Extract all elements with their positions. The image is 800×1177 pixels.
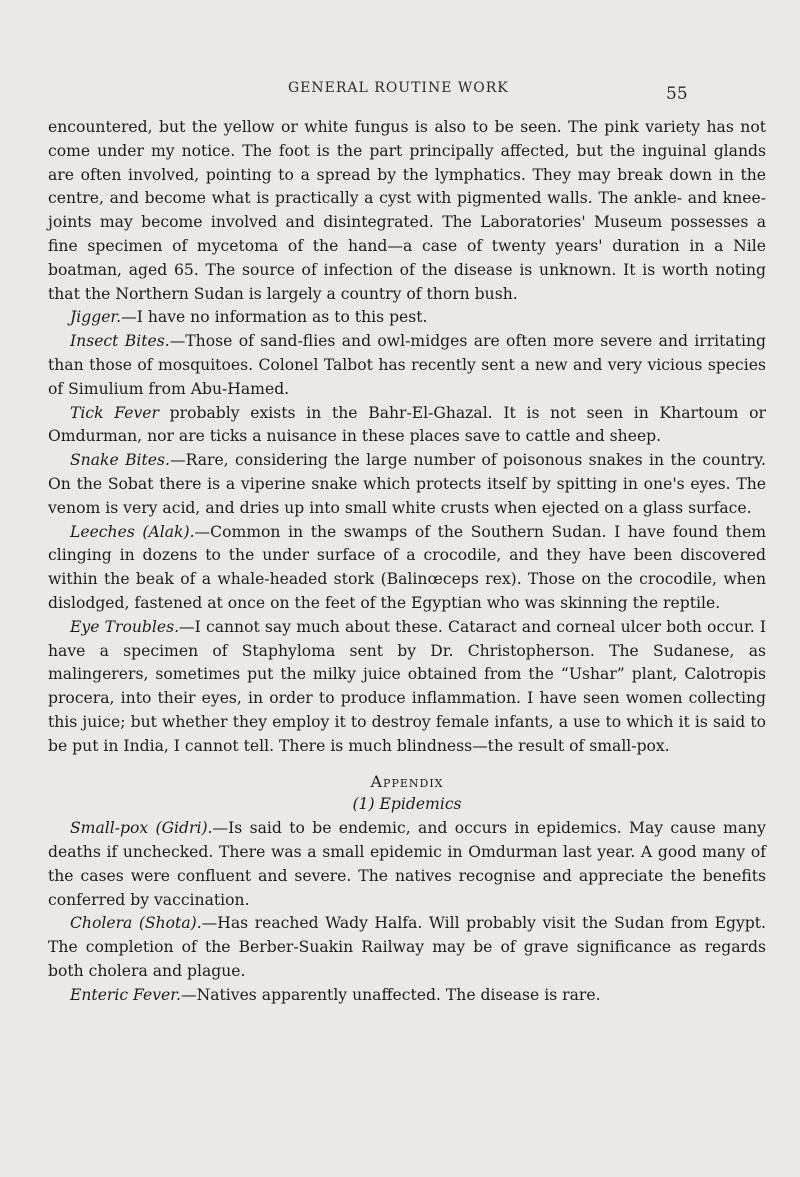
paragraph-topic: Snake Bites. <box>70 451 170 470</box>
running-head: GENERAL ROUTINE WORK <box>288 80 509 96</box>
paragraph-text: probably exists in the Bahr-El-Ghazal. It is not seen in Khartoum or Omdurman, nor are ticks a nuisance in these places save to cattle and sheep. <box>48 403 766 446</box>
paragraph-text: —I have no information as to this pest. <box>121 308 428 327</box>
paragraph-topic: Enteric Fever. <box>70 985 181 1004</box>
paragraph-text: —Is said to be endemic, and occurs in epidemics. May cause many deaths if unchecked. There was a small epidemic in Omdurman last year. A good many of the cases were confluent and severe. The natives recognise and appreciate the benefits conferred by vaccination. <box>48 819 766 909</box>
appendix-title: Appendix <box>370 771 444 791</box>
paragraph-tick-fever <box>48 402 766 450</box>
paragraph-small-pox <box>48 817 766 912</box>
page-body <box>48 116 766 1007</box>
paragraph-topic: Cholera (Shota). <box>70 914 202 933</box>
paragraph-topic: Leeches (Alak). <box>70 522 195 541</box>
paragraph-eye-troubles <box>48 616 766 759</box>
paragraph-topic: Tick Fever <box>70 403 159 422</box>
paragraph-text: —Rare, considering the large number of poisonous snakes in the country. On the Sobat there is a viperine snake which protects itself by spitting in one's eyes. The venom is very acid, and dries up into small white crusts when ejected on a glass surface. <box>48 451 766 517</box>
paragraph-text: —I cannot say much about these. Cataract and corneal ulcer both occur. I have a specimen of Staphyloma sent by Dr. Christopherson. The Sudanese, as malingerers, sometimes put the milky juice obtained from the “Ushar” plant, Calotropis procera, into their eyes, in order to produce inflammation. I have seen women collecting this juice; but whether they employ it to destroy female infants, a use to which it is said to be put in India, I cannot tell. There is much blindness—the result of small-pox. <box>48 617 766 755</box>
paragraph-text: encountered, but the yellow or white fungus is also to be seen. The pink variety has not come under my notice. The foot is the part principally affected, but the inguinal glands are often involved, pointing to a spread by the lymphatics. They may break down in the centre, and become what is practically a cyst with pigmented walls. The ankle- and knee-joints may become involved and disintegrated. The Laboratories' Museum possesses a fine specimen of mycetoma of the hand—a case of twenty years' duration in a Nile boatman, aged 65. The source of infection of the disease is unknown. It is worth noting that the Northern Sudan is largely a country of thorn bush. <box>48 118 766 303</box>
appendix-subtitle: (1) Epidemics <box>352 795 462 814</box>
paragraph-topic: Small-pox (Gidri). <box>70 819 213 838</box>
page-header <box>0 80 800 110</box>
paragraph-topic: Eye Troubles. <box>70 617 180 636</box>
paragraph-text: —Has reached Wady Halfa. Will probably visit the Sudan from Egypt. The completion of the Berber-Suakin Railway may be of grave significance as regards both cholera and plague. <box>48 914 766 980</box>
paragraph-leeches <box>48 521 766 616</box>
paragraph-snake-bites <box>48 449 766 520</box>
paragraph-text: —Those of sand-flies and owl-midges are often more severe and irritating than those of mosquitoes. Colonel Talbot has recently sent a new and very vicious species of Simulium from Abu-Hamed. <box>48 332 766 398</box>
paragraph-insect-bites <box>48 330 766 401</box>
paragraph-jigger <box>48 306 766 330</box>
page-number: 55 <box>666 84 688 104</box>
paragraph-enteric-fever <box>48 984 766 1008</box>
paragraph-text: —Common in the swamps of the Southern Sudan. I have found them clinging in dozens to the under surface of a crocodile, and they have been discovered within the beak of a whale-headed stork (Balinœceps rex). Those on the crocodile, when dislodged, fastened at once on the feet of the Egyptian who was skinning the reptile. <box>48 522 766 612</box>
paragraph-topic: Insect Bites. <box>70 332 170 351</box>
paragraph-text: —Natives apparently unaffected. The disease is rare. <box>180 985 601 1004</box>
paragraph-cholera <box>48 912 766 983</box>
paragraph-mycetoma <box>48 116 766 306</box>
paragraph-topic: Jigger. <box>70 308 122 327</box>
